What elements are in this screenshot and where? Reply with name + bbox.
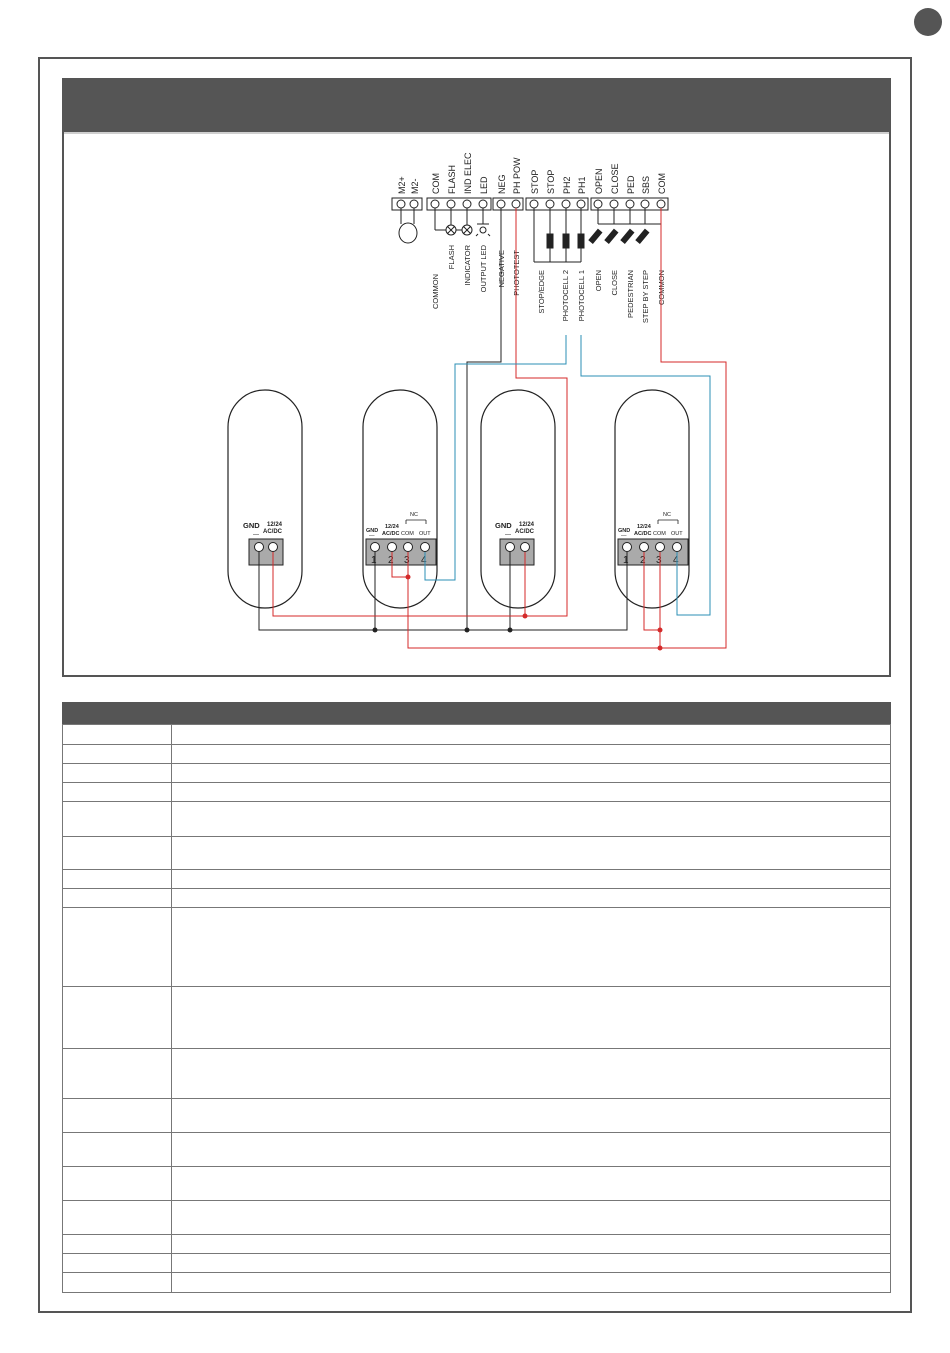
terminal-label-led: LED	[479, 176, 489, 194]
table-cell-key	[63, 764, 172, 783]
safety-contacts	[534, 208, 584, 262]
table-row	[63, 745, 891, 764]
rx2-num-1: 1	[623, 555, 629, 566]
tx2-gnd-symbol: —	[505, 532, 511, 538]
table-cell-value	[172, 908, 891, 987]
command-buttons	[589, 208, 661, 243]
table-row	[63, 1201, 891, 1235]
rx2-num-4: 4	[673, 555, 679, 566]
rx1-num-1: 1	[371, 555, 377, 566]
terminal-label-ind-elec: IND ELEC	[463, 152, 473, 194]
table-row	[63, 764, 891, 783]
terminal-label-open: OPEN	[594, 168, 604, 194]
desc-close: CLOSE	[610, 270, 619, 296]
desc-common: COMMON	[431, 274, 440, 309]
table-cell-key	[63, 889, 172, 908]
table-cell-value	[172, 1235, 891, 1254]
photocell-rx-1	[363, 390, 437, 608]
table-row	[63, 802, 891, 837]
terminal-label-com-2: COM	[657, 173, 667, 194]
table-cell-key	[63, 1201, 172, 1235]
desc-open: OPEN	[594, 270, 603, 292]
table-row	[63, 908, 891, 987]
rx1-num-4: 4	[421, 555, 427, 566]
rx1-num-2: 2	[388, 555, 394, 566]
spec-table	[62, 724, 891, 1293]
wires-black	[259, 208, 627, 630]
rx2-num-2: 2	[640, 555, 646, 566]
table-cell-value	[172, 1099, 891, 1133]
table-cell-key	[63, 908, 172, 987]
desc-pedestrian: PEDESTRIAN	[626, 270, 635, 318]
photocell-rx-2	[615, 390, 689, 608]
table-cell-value	[172, 802, 891, 837]
tx2-gnd-label: GND	[495, 521, 512, 530]
terminal-label-sbs: SBS	[641, 175, 651, 194]
terminal-label-ph1: PH1	[577, 176, 587, 194]
table-row	[63, 1167, 891, 1201]
desc-phototest: PHOTOTEST	[512, 250, 521, 296]
terminal-label-stop-1: STOP	[530, 169, 540, 194]
terminal-block-outputs	[427, 198, 491, 210]
terminal-block-photocell-power	[493, 198, 523, 210]
rx1-power-label: 12/24	[385, 524, 399, 530]
table-cell-value	[172, 1273, 891, 1293]
rx1-nc-label: NC	[410, 512, 418, 518]
rx1-num-3: 3	[404, 555, 410, 566]
table-row	[63, 870, 891, 889]
photocell-tx-1	[228, 390, 302, 608]
tx1-gnd-label: GND	[243, 521, 260, 530]
rx2-power-label: 12/24	[637, 524, 651, 530]
terminal-block-safety	[526, 198, 588, 210]
rx2-gnd-symbol: —	[621, 533, 627, 539]
photocell-tx-2	[481, 390, 555, 608]
rx2-num-3: 3	[656, 555, 662, 566]
tx2-acdc-label: AC/DC	[515, 529, 534, 535]
table-cell-value	[172, 889, 891, 908]
table-cell-value	[172, 725, 891, 745]
desc-photocell-1: PHOTOCELL 1	[577, 270, 586, 322]
desc-step-by-step: STEP BY STEP	[641, 270, 650, 324]
desc-output-led: OUTPUT LED	[479, 245, 488, 293]
table-cell-key	[63, 745, 172, 764]
table-cell-key	[63, 1273, 172, 1293]
table-cell-key	[63, 725, 172, 745]
table-row	[63, 783, 891, 802]
rx2-acdc-label: AC/DC	[634, 531, 652, 537]
desc-flash: FLASH	[447, 245, 456, 270]
rx2-nc-label: NC	[663, 512, 671, 518]
rx2-com-label: COM	[653, 531, 666, 537]
table-row	[63, 889, 891, 908]
table-cell-key	[63, 837, 172, 870]
tx2-power-label: 12/24	[519, 522, 535, 528]
table-cell-value	[172, 1254, 891, 1273]
table-row	[63, 1099, 891, 1133]
wiring-diagram	[64, 80, 893, 679]
spec-table-header-bar	[62, 702, 891, 724]
desc-indicator: INDICATOR	[463, 245, 472, 286]
output-lamps	[435, 208, 490, 236]
page-number-badge	[914, 8, 942, 36]
table-row	[63, 1254, 891, 1273]
table-row	[63, 1235, 891, 1254]
desc-photocell-2: PHOTOCELL 2	[561, 270, 570, 322]
wiring-diagram-panel	[62, 78, 891, 677]
table-row	[63, 987, 891, 1049]
rx1-gnd-symbol: —	[369, 533, 375, 539]
table-cell-key	[63, 1133, 172, 1167]
table-cell-key	[63, 870, 172, 889]
terminal-label-ph2: PH2	[562, 176, 572, 194]
terminal-label-close: CLOSE	[610, 163, 620, 194]
terminal-label-ped: PED	[626, 175, 636, 194]
terminal-label-stop-2: STOP	[546, 169, 556, 194]
terminal-label-neg: NEG	[497, 174, 507, 194]
table-cell-key	[63, 1049, 172, 1099]
terminal-label-com: COM	[431, 173, 441, 194]
rx2-out-label: OUT	[671, 531, 683, 537]
terminal-label-m2-minus: M2-	[410, 178, 420, 194]
rx1-com-label: COM	[401, 531, 414, 537]
table-row	[63, 1133, 891, 1167]
tx1-gnd-symbol: —	[253, 532, 259, 538]
terminal-label-ph-pow: PH POW	[512, 157, 522, 194]
terminal-label-m2-plus: M2+	[397, 176, 407, 194]
desc-common-2: COMMON	[657, 270, 666, 305]
rx1-gnd-label: GND	[366, 528, 379, 534]
table-cell-value	[172, 837, 891, 870]
table-row	[63, 1273, 891, 1293]
table-cell-key	[63, 1099, 172, 1133]
motor-symbol	[399, 208, 417, 243]
desc-negative: NEGATIVE	[497, 250, 506, 288]
table-row	[63, 837, 891, 870]
rx2-gnd-label: GND	[618, 528, 631, 534]
tx1-power-label: 12/24	[267, 522, 283, 528]
table-cell-key	[63, 802, 172, 837]
table-cell-value	[172, 1201, 891, 1235]
table-row	[63, 725, 891, 745]
rx1-out-label: OUT	[419, 531, 431, 537]
table-cell-key	[63, 1235, 172, 1254]
terminal-label-flash: FLASH	[447, 164, 457, 194]
desc-stop-edge: STOP/EDGE	[537, 270, 546, 314]
table-cell-value	[172, 1167, 891, 1201]
table-cell-value	[172, 764, 891, 783]
table-cell-value	[172, 870, 891, 889]
table-cell-key	[63, 1167, 172, 1201]
table-cell-value	[172, 745, 891, 764]
table-cell-key	[63, 1254, 172, 1273]
table-cell-value	[172, 783, 891, 802]
table-cell-key	[63, 783, 172, 802]
table-cell-value	[172, 1049, 891, 1099]
table-cell-value	[172, 1133, 891, 1167]
rx1-acdc-label: AC/DC	[382, 531, 400, 537]
terminal-block-motor	[392, 198, 422, 210]
table-cell-key	[63, 987, 172, 1049]
table-row	[63, 1049, 891, 1099]
table-cell-value	[172, 987, 891, 1049]
tx1-acdc-label: AC/DC	[263, 529, 282, 535]
